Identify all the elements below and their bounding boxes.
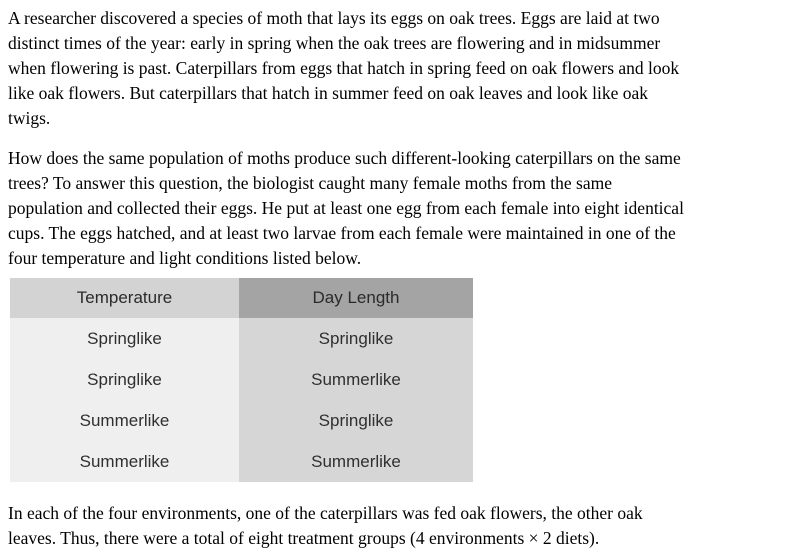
table-header-day-length: Day Length [239,278,473,318]
paragraph-line: trees? To answer this question, the biologist caught many female moths from the same [8,173,613,193]
paragraph-line: In each of the four environments, one of the caterpillars was fed oak flowers, the other oak [8,503,643,523]
table-cell: Summerlike [10,400,239,441]
table-cell: Springlike [10,359,239,400]
paragraph-line: four temperature and light conditions listed below. [8,248,362,268]
paragraph-line: A researcher discovered a species of moth that lays its eggs on oak trees. Eggs are laid at two [8,8,660,28]
paragraph-line: distinct times of the year: early in spring when the oak trees are flowering and in midsummer [8,33,661,53]
table-cell: Springlike [239,318,473,359]
table-header-temperature: Temperature [10,278,239,318]
paragraph-line: cups. The eggs hatched, and at least two larvae from each female were maintained in one of the [8,223,676,243]
paragraph-line: How does the same population of moths produce such different-looking caterpillars on the same [8,148,681,168]
paragraph-line: twigs. [8,108,51,128]
conclusion-paragraph [8,501,794,551]
table-cell: Summerlike [239,359,473,400]
paragraph-line: like oak flowers. But caterpillars that hatch in summer feed on oak leaves and look like oak [8,83,649,103]
paragraph-line: population and collected their eggs. He put at least one egg from each female into eight identical [8,198,684,218]
experiment-paragraph [8,146,794,271]
paragraph-line: leaves. Thus, there were a total of eight treatment groups (4 environments × 2 diets). [8,528,600,548]
intro-paragraph [8,6,794,131]
table-cell: Summerlike [239,441,473,482]
table-cell: Springlike [10,318,239,359]
table-cell: Summerlike [10,441,239,482]
paragraph-line: when flowering is past. Caterpillars from eggs that hatch in spring feed on oak flowers and look [8,58,680,78]
table-cell: Springlike [239,400,473,441]
conditions-table [10,278,473,482]
